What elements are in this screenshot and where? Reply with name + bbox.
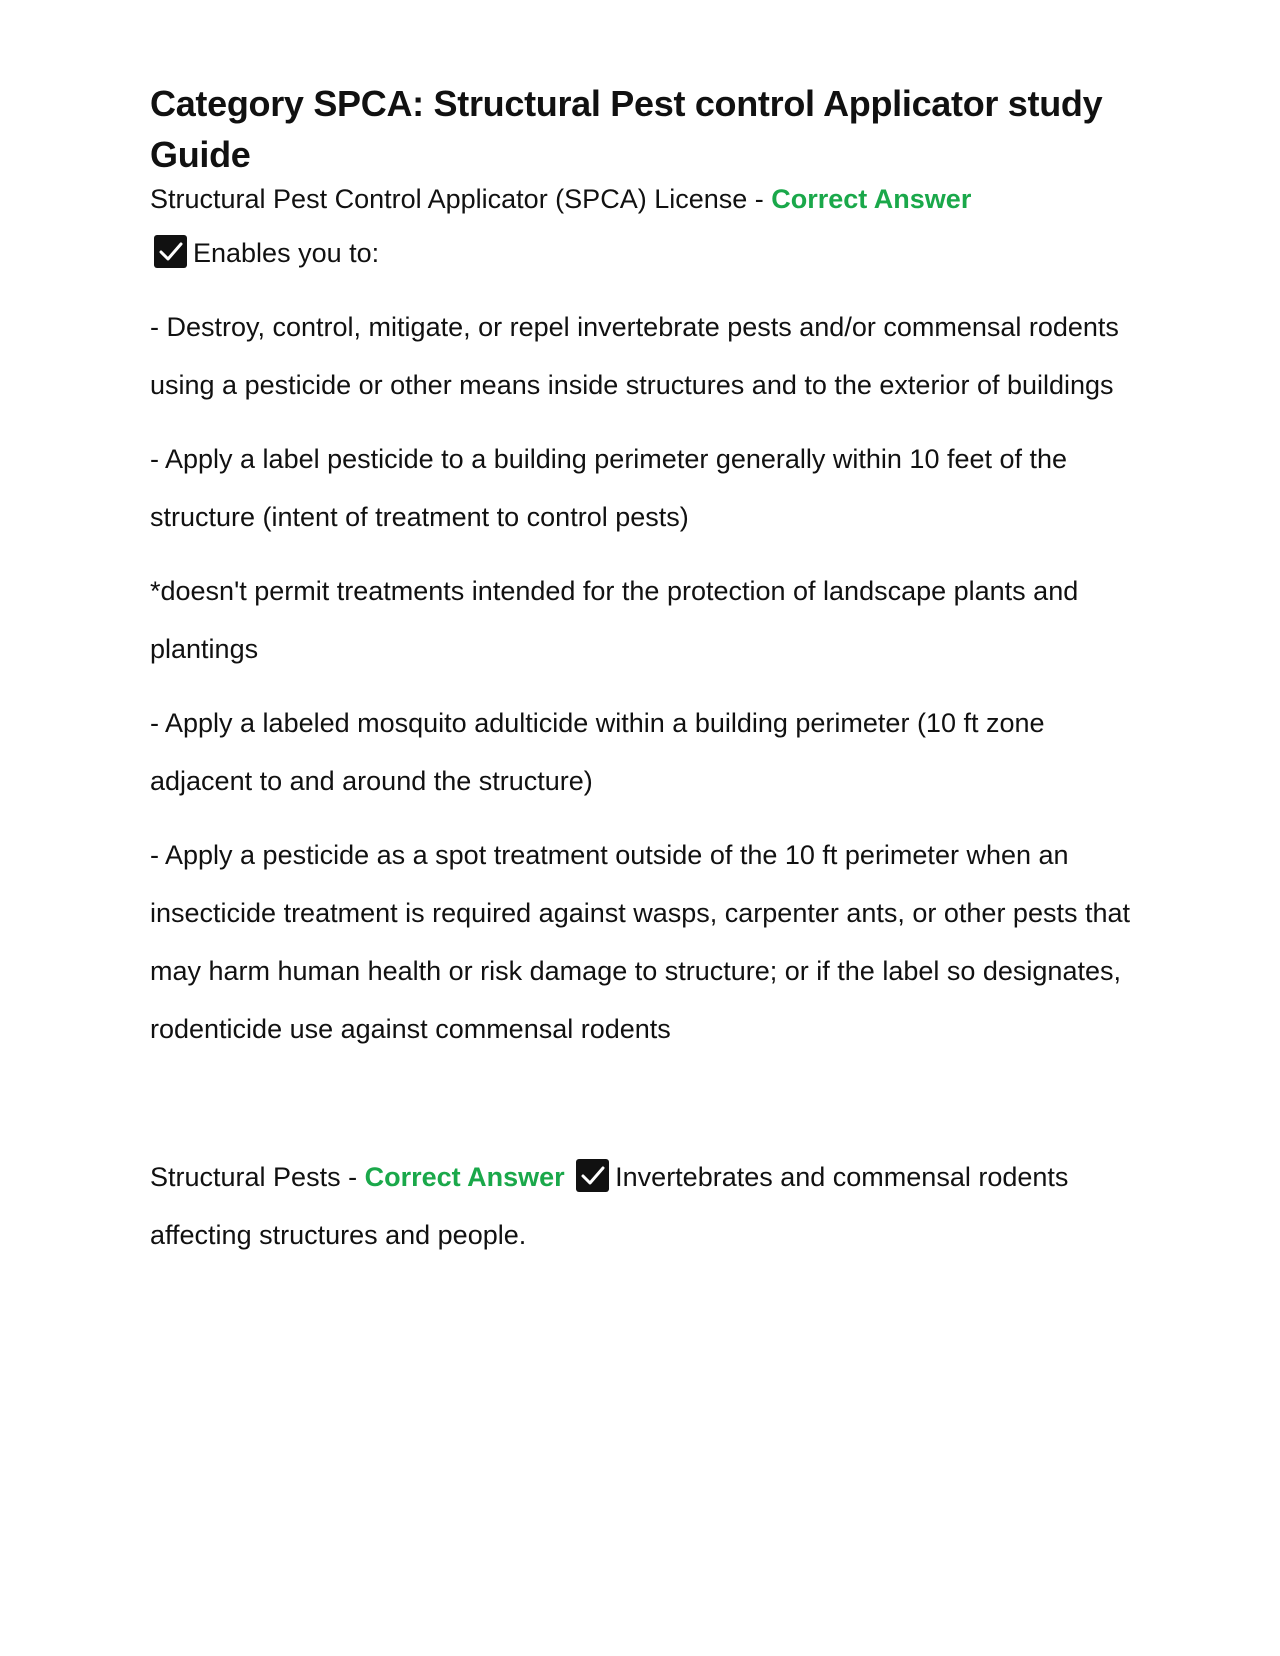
answer-1-paragraph-4: - Apply a labeled mosquito adulticide within a building perimeter (10 ft zone adjacent to and around the structure) — [150, 708, 1045, 796]
answer-1-paragraph-3: *doesn't permit treatments intended for the protection of landscape plants and plantings — [150, 576, 1079, 664]
check-box-icon — [154, 235, 187, 268]
answer-1-paragraph-5: - Apply a pesticide as a spot treatment outside of the 10 ft perimeter when an insecticide treatment is required against wasps, carpenter ants, or other pests that may harm human health or risk damage to structure; or if the label so designates, rodenticide use against commensal rodents — [150, 840, 1131, 1044]
question-1-text: Structural Pest Control Applicator (SPCA) License - — [150, 184, 772, 214]
answer-1-intro-text: Enables you to: — [193, 238, 380, 268]
question-2 — [150, 1148, 1130, 1264]
correct-answer-label-2: Correct Answer — [364, 1162, 565, 1192]
question-2-text: Structural Pests - — [150, 1162, 365, 1192]
answer-1-paragraph-1: - Destroy, control, mitigate, or repel invertebrate pests and/or commensal rodents using a pesticide or other means inside structures and to the exterior of buildings — [150, 312, 1119, 400]
answer-1-paragraph-2: - Apply a label pesticide to a building perimeter generally within 10 feet of the structure (intent of treatment to control pests) — [150, 444, 1068, 532]
answer-1-intro — [150, 224, 1130, 282]
answer-2-text: Invertebrates and commensal rodents affecting structures and people. — [150, 1162, 1069, 1250]
document-title: Category SPCA: Structural Pest control Applicator study Guide — [150, 83, 1103, 175]
question-1 — [150, 174, 1130, 224]
correct-answer-label-1: Correct Answer — [771, 184, 972, 214]
check-box-icon — [576, 1159, 609, 1192]
